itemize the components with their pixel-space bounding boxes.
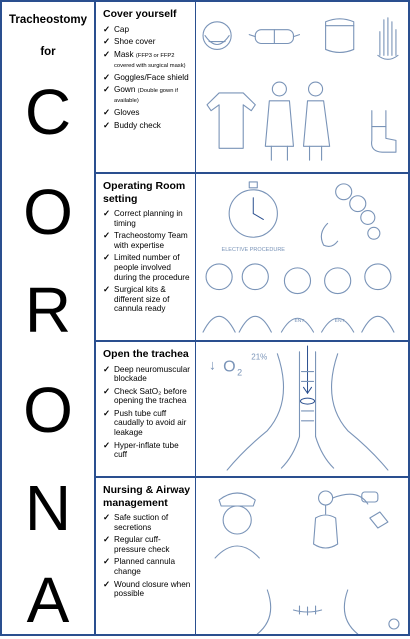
checklist	[103, 513, 191, 599]
signature-icon	[389, 619, 399, 629]
glove-icon	[378, 18, 398, 60]
check-icon: ✓	[103, 556, 111, 567]
section-operating-room	[96, 174, 408, 342]
section-text	[96, 174, 196, 340]
check-icon: ✓	[103, 119, 111, 130]
list-item: ✓ Regular cuff-pressure check	[103, 534, 170, 554]
ent-label-1: ENT	[294, 318, 305, 325]
list-item: ✓ Wound closure when possible	[103, 578, 191, 599]
operating-room-illustration	[197, 174, 408, 340]
trachea-illustration	[197, 342, 408, 476]
letter-n: N	[24, 472, 72, 544]
letter-o-1: O	[23, 176, 73, 248]
checklist	[103, 365, 191, 460]
person-profile-icon	[304, 82, 330, 160]
neck-closure-icon	[257, 590, 357, 634]
goggles-icon	[249, 30, 299, 44]
section-nursing-airway	[96, 478, 408, 634]
list-item: ✓ Tracheostomy Team with expertise	[103, 230, 188, 250]
elective-label: ELECTIVE PROCEDURE	[221, 247, 285, 254]
surgical-team-icon	[203, 264, 394, 332]
list-item: ✓ Surgical kits & different size of cannula ready	[103, 284, 170, 314]
gowned-person-icon	[265, 82, 293, 160]
cuff-pressure-gauge-icon	[314, 491, 388, 548]
check-icon: ✓	[103, 23, 111, 34]
checklist	[103, 25, 191, 131]
letter-r: R	[24, 274, 72, 346]
check-icon: ✓	[103, 407, 111, 418]
left-title-column	[2, 2, 96, 634]
oxygen-label-icon	[209, 353, 267, 378]
section-text	[96, 2, 196, 172]
list-item: ✓ Gown (Double gown if available)	[103, 84, 178, 105]
check-icon: ✓	[103, 230, 111, 241]
list-item: ✓ Check SatO₂ before opening the trachea	[103, 385, 187, 406]
section-open-trachea	[96, 342, 408, 478]
letter-c: C	[24, 76, 72, 148]
check-icon: ✓	[103, 107, 111, 118]
gown-icon	[207, 93, 255, 148]
section-text	[96, 478, 196, 634]
list-item: ✓ Gloves	[103, 107, 140, 118]
check-icon: ✓	[103, 534, 111, 545]
list-item: ✓ Push tube cuff caudally to avoid air leakage	[103, 407, 187, 438]
letter-a: A	[26, 564, 70, 636]
neck-trachea-icon	[227, 346, 388, 470]
list-item: ✓ Deep neuromuscular blockade	[103, 363, 191, 384]
o2-subscript: 2	[237, 367, 243, 378]
o2-percent: 21%	[251, 352, 268, 362]
list-item: ✓ Limited number of people involved during the procedure	[103, 252, 190, 282]
face-shield-icon	[326, 19, 354, 53]
section-heading: Open the trachea	[103, 348, 189, 360]
checklist	[103, 209, 191, 314]
check-icon: ✓	[103, 48, 111, 59]
check-icon: ✓	[103, 512, 111, 522]
down-arrow-icon: ↓	[209, 356, 217, 373]
title-for: for	[40, 46, 56, 58]
list-item: ✓ Goggles/Face shield	[103, 71, 189, 82]
check-icon: ✓	[103, 84, 111, 95]
list-item: ✓ Buddy check	[103, 119, 161, 130]
o2-label: O	[223, 358, 236, 376]
list-item: ✓ Mask (FFP3 or FFP2 covered with surgical mask)	[103, 48, 186, 69]
section-cover-yourself	[96, 2, 408, 174]
masked-head-icon	[203, 22, 231, 50]
check-icon: ✓	[103, 439, 111, 450]
check-icon: ✓	[103, 284, 111, 295]
section-heading: Operating Room setting	[103, 180, 186, 205]
check-icon: ✓	[103, 363, 111, 374]
surgical-kit-icon	[321, 184, 380, 247]
list-item: ✓ Correct planning in timing	[103, 208, 183, 228]
check-icon: ✓	[103, 578, 111, 589]
check-icon: ✓	[103, 252, 111, 263]
check-icon: ✓	[103, 71, 111, 82]
list-item: ✓ Hyper-inflate tube cuff	[103, 439, 179, 460]
list-item: ✓ Cap	[103, 23, 130, 34]
list-item: ✓ Safe suction of secretions	[103, 512, 169, 532]
list-item: ✓ Planned cannula change	[103, 556, 176, 576]
list-item: ✓ Shoe cover	[103, 36, 156, 47]
nurse-icon	[215, 493, 259, 558]
shoe-cover-icon	[372, 111, 396, 153]
letter-o-2: O	[23, 374, 73, 446]
nursing-illustration	[197, 478, 408, 634]
section-heading: Cover yourself	[103, 8, 177, 20]
check-icon: ✓	[103, 208, 111, 218]
stopwatch-icon	[222, 182, 286, 253]
check-icon: ✓	[103, 36, 111, 47]
ppe-illustration	[197, 2, 408, 172]
check-icon: ✓	[103, 385, 111, 396]
section-text	[96, 342, 196, 476]
section-heading: Nursing & Airway management	[103, 484, 191, 509]
ent-label-2: ENT	[334, 318, 345, 325]
title: Tracheostomy	[9, 14, 87, 26]
